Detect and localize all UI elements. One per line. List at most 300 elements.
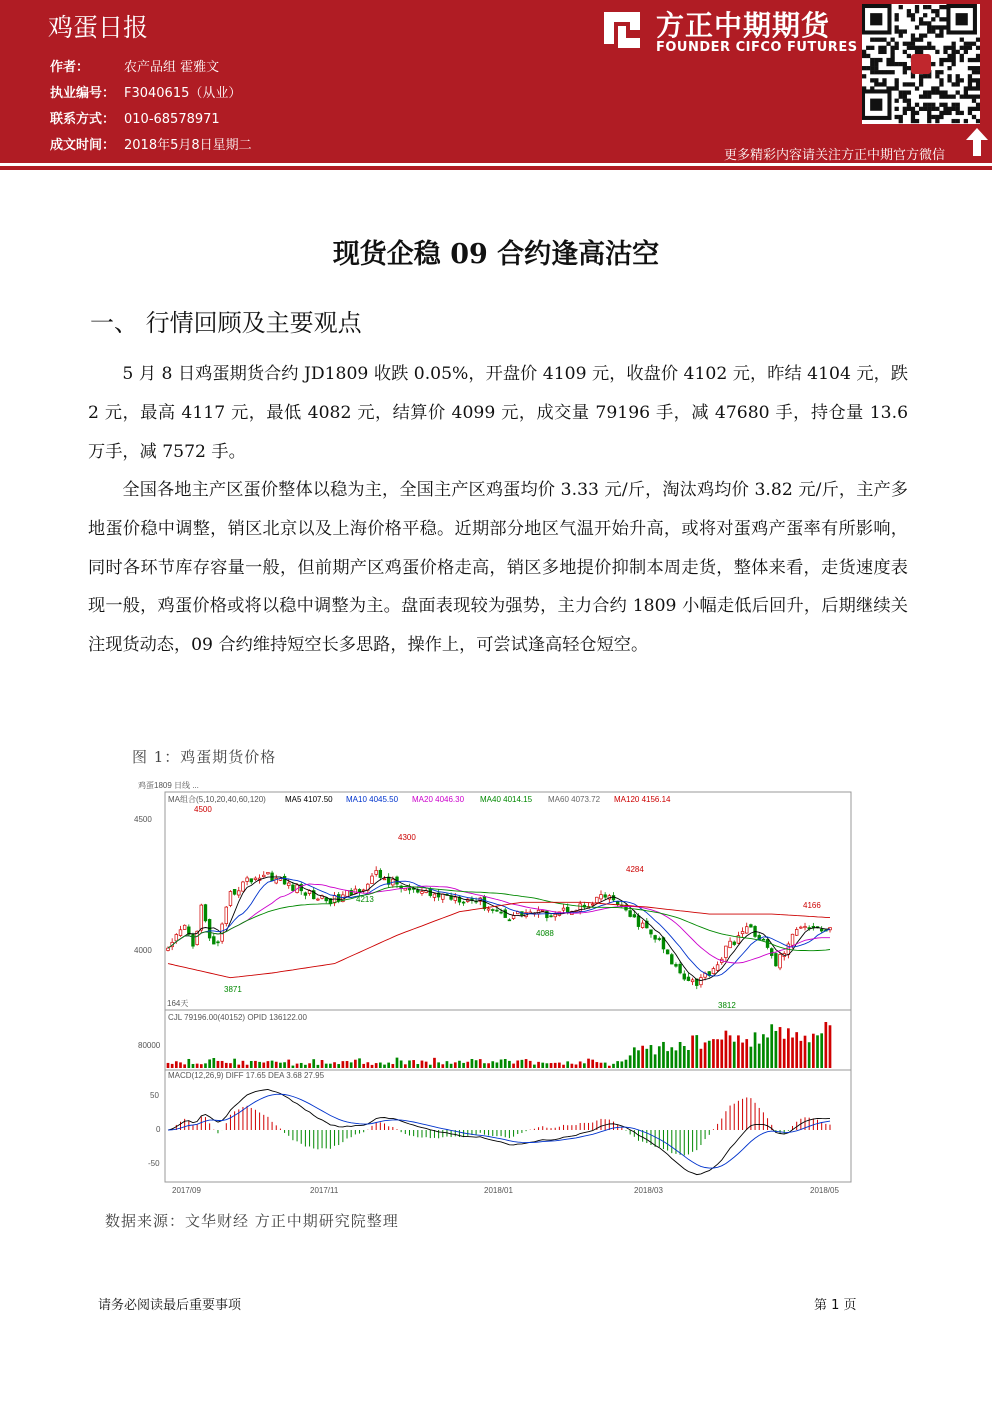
- x-label-1: 2017/11: [310, 1186, 339, 1195]
- candle-body: [641, 923, 644, 927]
- volume-bar: [242, 1061, 245, 1068]
- qr-module: [976, 58, 980, 62]
- volume-bar: [637, 1050, 640, 1068]
- volume-bar: [762, 1034, 765, 1068]
- annot-3871: 3871: [224, 985, 242, 994]
- volume-bar: [712, 1039, 715, 1068]
- candle-body: [292, 885, 295, 891]
- qr-module: [960, 95, 964, 99]
- candle-body: [566, 907, 569, 913]
- volume-bar: [183, 1064, 186, 1068]
- volume-bar: [595, 1062, 598, 1068]
- qr-module: [952, 46, 956, 50]
- qr-module: [935, 9, 939, 13]
- qr-module: [911, 82, 915, 86]
- volume-bar: [175, 1061, 178, 1068]
- qr-module: [931, 86, 935, 90]
- qr-module: [927, 95, 931, 99]
- x-label-0: 2017/09: [172, 1186, 201, 1195]
- volume-bar: [824, 1022, 827, 1068]
- qr-module: [976, 86, 980, 90]
- header-band: [0, 0, 992, 163]
- qr-module: [923, 90, 927, 94]
- qr-module: [895, 99, 899, 103]
- qr-module: [927, 90, 931, 94]
- qr-module: [952, 62, 956, 66]
- qr-module: [915, 103, 919, 107]
- volume-bar: [620, 1061, 623, 1068]
- candle-body: [200, 905, 203, 930]
- qr-module: [939, 62, 943, 66]
- qr-module: [915, 5, 919, 9]
- candle-body: [637, 916, 640, 927]
- candle-body: [683, 974, 686, 979]
- figure-caption: 图 1：鸡蛋期货价格: [132, 748, 277, 766]
- qr-module: [915, 38, 919, 42]
- macd-tick-50: 50: [150, 1091, 159, 1100]
- volume-bar: [754, 1032, 757, 1068]
- volume-bar: [412, 1060, 415, 1068]
- volume-bar: [212, 1058, 215, 1068]
- qr-module: [931, 107, 935, 111]
- volume-bar: [450, 1064, 453, 1068]
- qr-module: [899, 29, 903, 33]
- qr-module: [874, 82, 878, 86]
- volume-bar: [704, 1042, 707, 1068]
- qr-module: [919, 107, 923, 111]
- volume-bar: [766, 1037, 769, 1068]
- candle-body: [554, 914, 557, 917]
- qr-module: [874, 66, 878, 70]
- volume-bar: [645, 1049, 648, 1068]
- qr-module: [952, 82, 956, 86]
- candle-body: [421, 892, 424, 894]
- x-label-4: 2018/05: [810, 1186, 839, 1195]
- volume-bar: [608, 1066, 611, 1068]
- volume-bar: [446, 1061, 449, 1068]
- qr-module: [935, 33, 939, 37]
- qr-module: [952, 50, 956, 54]
- macd-tick-neg50: -50: [148, 1159, 160, 1168]
- volume-bar: [725, 1031, 728, 1068]
- volume-bar: [358, 1058, 361, 1068]
- qr-module: [903, 82, 907, 86]
- qr-module: [923, 46, 927, 50]
- volume-bar: [404, 1064, 407, 1068]
- qr-module: [968, 46, 972, 50]
- candle-body: [716, 965, 719, 970]
- candle-body: [508, 920, 511, 921]
- qr-module: [972, 107, 976, 111]
- volume-bar: [421, 1061, 424, 1068]
- candle-body: [242, 882, 245, 891]
- qr-module: [968, 58, 972, 62]
- qr-module: [956, 90, 960, 94]
- candle-body: [679, 964, 682, 973]
- qr-module: [907, 107, 911, 111]
- volume-bar: [529, 1061, 532, 1068]
- qr-module: [895, 115, 899, 119]
- candle-body: [383, 879, 386, 880]
- qr-module: [927, 74, 931, 78]
- candle-body: [433, 894, 436, 897]
- qr-module: [960, 78, 964, 82]
- qr-module: [947, 74, 951, 78]
- volume-bar: [800, 1041, 803, 1068]
- qr-module: [964, 42, 968, 46]
- volume-bar: [812, 1034, 815, 1068]
- qr-module: [911, 119, 915, 123]
- qr-module: [919, 38, 923, 42]
- qr-module: [923, 5, 927, 9]
- qr-module: [935, 115, 939, 119]
- volume-bar: [475, 1060, 478, 1068]
- qr-module: [956, 107, 960, 111]
- qr-module: [947, 66, 951, 70]
- qr-module: [870, 66, 874, 70]
- candle-body: [658, 939, 661, 940]
- qr-module: [927, 103, 931, 107]
- qr-module: [976, 119, 980, 123]
- annot-3812: 3812: [718, 1001, 736, 1010]
- qr-module: [911, 74, 915, 78]
- volume-bar: [750, 1047, 753, 1068]
- annot-4500: 4500: [194, 805, 212, 814]
- volume-bar: [229, 1063, 232, 1068]
- qr-module: [943, 103, 947, 107]
- volume-bar: [787, 1028, 790, 1068]
- volume-bar: [416, 1064, 419, 1068]
- candle-body: [779, 954, 782, 968]
- candle-body: [179, 930, 182, 936]
- volume-bar: [437, 1062, 440, 1068]
- qr-module: [886, 58, 890, 62]
- ma120-legend: MA120 4156.14: [614, 795, 671, 804]
- qr-module: [964, 95, 968, 99]
- volume-bar: [250, 1061, 253, 1068]
- qr-module: [907, 82, 911, 86]
- candle-body: [491, 910, 494, 911]
- volume-bar: [408, 1060, 411, 1068]
- qr-module: [911, 46, 915, 50]
- volume-bar: [275, 1062, 278, 1068]
- qr-module: [927, 119, 931, 123]
- qr-module: [907, 42, 911, 46]
- qr-module: [899, 95, 903, 99]
- candle-body: [616, 902, 619, 905]
- footer-disclaimer-link[interactable]: 请务必阅读最后重要事项: [98, 1298, 242, 1313]
- qr-module: [952, 58, 956, 62]
- candle-body: [733, 942, 736, 945]
- qr-module: [960, 111, 964, 115]
- candle-body: [175, 934, 178, 940]
- volume-bar: [783, 1039, 786, 1068]
- candle-body: [283, 876, 286, 884]
- volume-bar: [629, 1055, 632, 1068]
- volume-bar: [187, 1059, 190, 1068]
- volume-bar: [508, 1061, 511, 1068]
- volume-bar: [329, 1064, 332, 1068]
- candle-body: [267, 872, 270, 873]
- candle-body: [633, 915, 636, 917]
- qr-module: [907, 66, 911, 70]
- volume-bar: [533, 1065, 536, 1068]
- qr-module: [939, 95, 943, 99]
- founder-logo-icon: [600, 8, 644, 52]
- qr-module: [947, 95, 951, 99]
- candle-body: [712, 969, 715, 974]
- candle-body: [254, 878, 257, 879]
- qr-module: [935, 90, 939, 94]
- section-heading: 一、 行情回顾及主要观点: [90, 309, 362, 337]
- qr-module: [923, 33, 927, 37]
- candle-body: [700, 978, 703, 985]
- volume-bar: [354, 1060, 357, 1068]
- volume-bar: [350, 1062, 353, 1068]
- qr-module: [911, 13, 915, 17]
- qr-module: [935, 25, 939, 29]
- volume-bar: [204, 1063, 207, 1068]
- qr-module: [960, 54, 964, 58]
- candle-body: [512, 916, 515, 919]
- volume-bar: [208, 1059, 211, 1068]
- qr-module: [886, 42, 890, 46]
- volume-bar: [312, 1059, 315, 1068]
- candle-body: [375, 870, 378, 874]
- candle-body: [346, 890, 349, 896]
- candle-body: [212, 937, 215, 944]
- follow-wechat-text: 更多精彩内容请关注方正中期官方微信: [724, 148, 946, 163]
- candle-body: [791, 934, 794, 945]
- qr-module: [972, 78, 976, 82]
- volume-bar: [487, 1063, 490, 1068]
- qr-module: [899, 33, 903, 37]
- candle-body: [654, 935, 657, 939]
- qr-module: [935, 119, 939, 123]
- qr-module: [862, 54, 866, 58]
- volume-bar: [650, 1045, 653, 1068]
- qr-module: [976, 46, 980, 50]
- qr-module: [878, 82, 882, 86]
- qr-module: [939, 115, 943, 119]
- qr-module: [923, 95, 927, 99]
- qr-module: [939, 5, 943, 9]
- volume-bar: [454, 1062, 457, 1068]
- volume-bar: [612, 1064, 615, 1068]
- annot-4213: 4213: [356, 895, 374, 904]
- qr-module: [956, 111, 960, 115]
- qr-module: [939, 111, 943, 115]
- qr-module: [903, 99, 907, 103]
- candle-body: [462, 902, 465, 903]
- qr-module: [931, 62, 935, 66]
- qr-module: [976, 78, 980, 82]
- candle-body: [750, 925, 753, 927]
- volume-bar: [708, 1041, 711, 1068]
- qr-module: [972, 58, 976, 62]
- price-tick-4000: 4000: [134, 946, 152, 955]
- volume-bar: [683, 1046, 686, 1068]
- candle-body: [237, 891, 240, 895]
- qr-module: [890, 62, 894, 66]
- qr-module: [870, 58, 874, 62]
- qr-module: [899, 90, 903, 94]
- qr-module: [882, 82, 886, 86]
- volume-bar: [375, 1063, 378, 1068]
- qr-module: [968, 95, 972, 99]
- volume-bar: [554, 1063, 557, 1068]
- candle-body: [666, 950, 669, 954]
- qr-module: [907, 9, 911, 13]
- qr-module: [943, 111, 947, 115]
- qr-module: [972, 95, 976, 99]
- volume-bar: [317, 1065, 320, 1068]
- qr-module: [874, 58, 878, 62]
- qr-module: [972, 66, 976, 70]
- qr-module: [943, 90, 947, 94]
- candle-body: [775, 953, 778, 965]
- volume-bar: [758, 1044, 761, 1068]
- qr-module: [862, 66, 866, 70]
- volume-bar: [820, 1033, 823, 1068]
- qr-module: [931, 25, 935, 29]
- qr-module: [964, 46, 968, 50]
- qr-module: [927, 29, 931, 33]
- qr-module: [947, 111, 951, 115]
- qr-module: [878, 38, 882, 42]
- qr-module: [972, 99, 976, 103]
- volume-bar: [775, 1031, 778, 1068]
- volume-bar: [429, 1065, 432, 1068]
- qr-module: [862, 50, 866, 54]
- meta-license: 执业编号： F3040615（从业）: [50, 86, 242, 101]
- qr-module: [935, 13, 939, 17]
- qr-code-icon[interactable]: [862, 4, 980, 124]
- volume-bar: [741, 1043, 744, 1068]
- volume-bar: [458, 1061, 461, 1068]
- volume-bar: [562, 1065, 565, 1068]
- qr-module: [907, 99, 911, 103]
- qr-module: [923, 74, 927, 78]
- qr-module: [911, 38, 915, 42]
- candle-body: [429, 889, 432, 895]
- candle-body: [795, 929, 798, 935]
- volume-bar: [179, 1062, 182, 1068]
- qr-module: [895, 25, 899, 29]
- candle-body: [225, 907, 228, 924]
- volume-bar: [791, 1038, 794, 1068]
- qr-module: [915, 25, 919, 29]
- qr-module: [956, 103, 960, 107]
- qr-module: [939, 33, 943, 37]
- volume-bar: [720, 1040, 723, 1068]
- candle-body: [729, 941, 732, 947]
- vol-legend: CJL 79196.00(40152) OPID 136122.00: [168, 1013, 307, 1022]
- qr-module: [927, 5, 931, 9]
- qr-module: [943, 58, 947, 62]
- qr-module: [960, 46, 964, 50]
- qr-module: [919, 33, 923, 37]
- qr-module: [923, 21, 927, 25]
- qr-module: [943, 107, 947, 111]
- qr-module: [903, 50, 907, 54]
- qr-module: [943, 50, 947, 54]
- qr-module: [895, 86, 899, 90]
- volume-bar: [479, 1059, 482, 1068]
- volume-bar: [687, 1050, 690, 1068]
- qr-module: [862, 74, 866, 78]
- volume-bar: [691, 1035, 694, 1068]
- qr-module: [870, 70, 874, 74]
- qr-module: [956, 74, 960, 78]
- volume-bar: [716, 1039, 719, 1068]
- qr-module: [935, 74, 939, 78]
- candle-body: [483, 897, 486, 909]
- volume-bar: [296, 1064, 299, 1068]
- qr-module: [886, 70, 890, 74]
- qr-module: [895, 17, 899, 21]
- candle-body: [670, 955, 673, 964]
- qr-module: [964, 119, 968, 123]
- qr-module: [915, 50, 919, 54]
- candle-body: [371, 876, 374, 884]
- macd-tick-0: 0: [156, 1125, 161, 1134]
- qr-finder-core: [870, 99, 882, 111]
- qr-module: [956, 50, 960, 54]
- volume-bar: [441, 1064, 444, 1068]
- qr-module: [919, 74, 923, 78]
- qr-module: [923, 107, 927, 111]
- qr-module: [927, 107, 931, 111]
- qr-module: [907, 90, 911, 94]
- volume-bar: [829, 1025, 832, 1068]
- qr-module: [890, 58, 894, 62]
- volume-bar: [425, 1062, 428, 1068]
- volume-bar: [591, 1060, 594, 1068]
- qr-module: [960, 58, 964, 62]
- qr-module: [935, 107, 939, 111]
- candle-body: [745, 927, 748, 933]
- volume-bar: [587, 1059, 590, 1068]
- qr-module: [964, 86, 968, 90]
- header-divider: [0, 166, 992, 170]
- qr-module: [952, 107, 956, 111]
- volume-bar: [521, 1060, 524, 1068]
- qr-module: [866, 54, 870, 58]
- candle-body: [496, 910, 499, 911]
- candle-body: [687, 977, 690, 981]
- candle-body: [204, 905, 207, 921]
- qr-module: [939, 29, 943, 33]
- candle-body: [770, 949, 773, 956]
- volume-bar: [171, 1064, 174, 1068]
- volume-bar: [654, 1054, 657, 1068]
- candle-body: [600, 895, 603, 899]
- qr-module: [870, 78, 874, 82]
- candle-body: [337, 894, 340, 901]
- qr-module: [878, 70, 882, 74]
- qr-module: [927, 25, 931, 29]
- candle-body: [650, 930, 653, 934]
- qr-module: [935, 70, 939, 74]
- qr-module: [890, 46, 894, 50]
- qr-module: [874, 78, 878, 82]
- volume-bar: [196, 1064, 199, 1068]
- volume-bar: [808, 1042, 811, 1068]
- ma10-legend: MA10 4045.50: [346, 795, 399, 804]
- volume-bar: [770, 1024, 773, 1068]
- volume-bar: [616, 1061, 619, 1068]
